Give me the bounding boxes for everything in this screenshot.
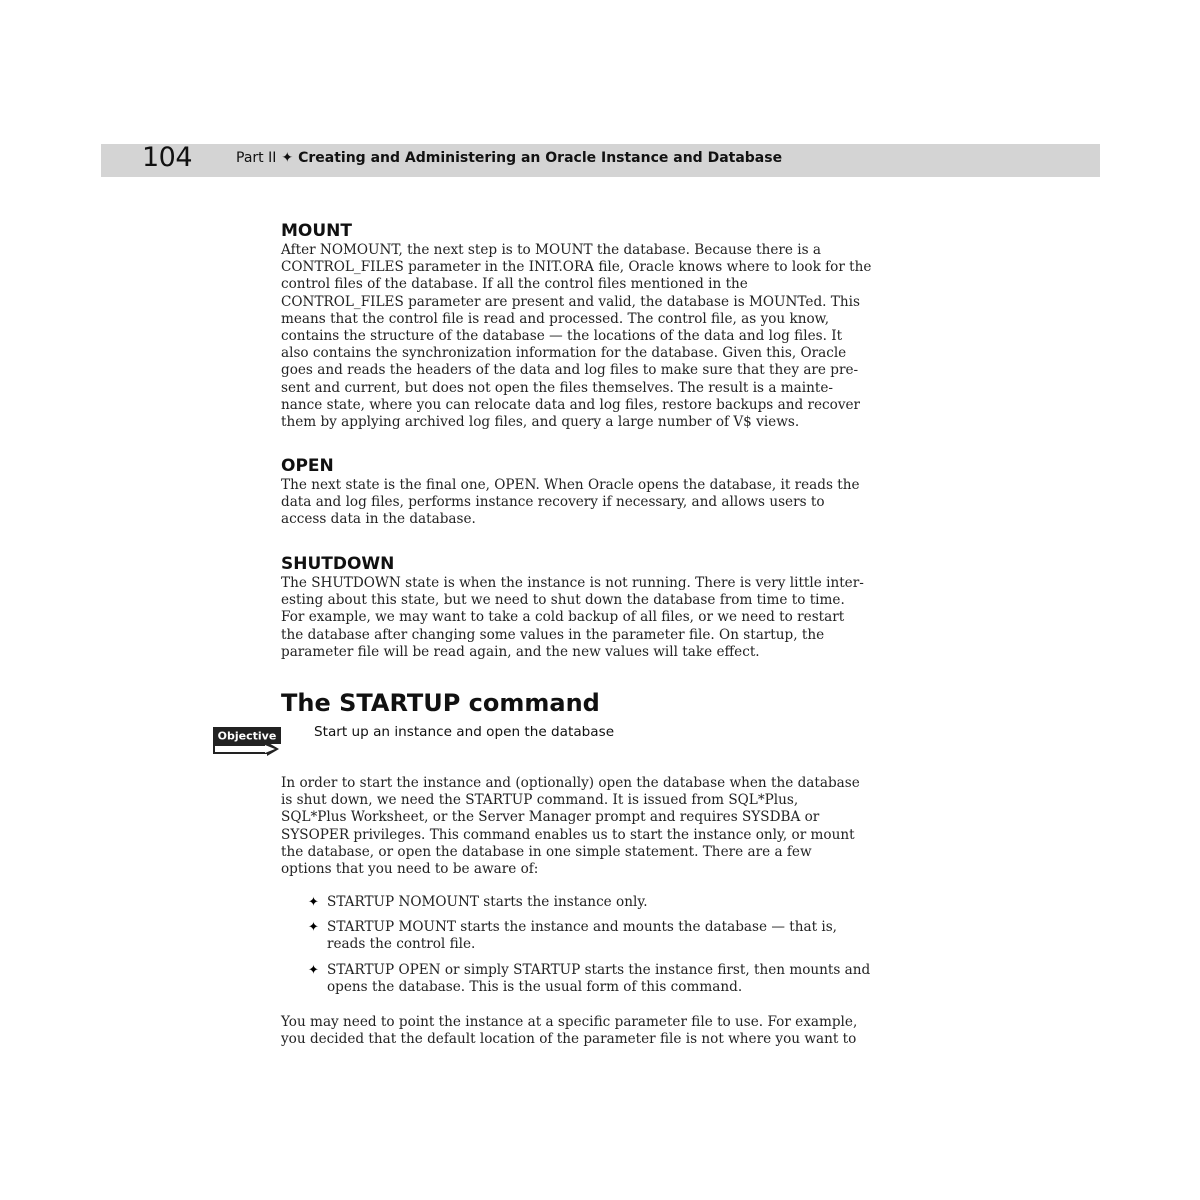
startup-options-list xyxy=(308,894,958,1004)
section-heading: OPEN xyxy=(281,456,334,476)
bullet-star-icon: ✦ xyxy=(308,895,319,910)
section-heading: SHUTDOWN xyxy=(281,554,395,574)
running-header xyxy=(236,150,782,166)
section-heading: MOUNT xyxy=(281,221,352,241)
closing-paragraph: You may need to point the instance at a specific parameter file to use. For example, you decided that the default location of the parameter file is not where you want to xyxy=(281,1014,858,1048)
bullet-star-icon: ✦ xyxy=(308,962,319,978)
section-body: After NOMOUNT, the next step is to MOUNT the database. Because there is a CONTROL_FILES parameter in the INIT.ORA file, Oracle knows where to look for the control files of the database. If all the control files mentioned in the CONTROL_FILES parameter are present and valid, the database is MOUNTed. This means that the control file is read and processed. The control file, as you know, contains the structure of the database — the locations of the data and log files. It also contains the synchronization information for the database. Given this, Oracle goes and reads the headers of the data and log files to make sure that they are pre- sent and current, but does not open the files themselves. The result is a mainte- nance state, where you can relocate data and log files, restore backups and recover them by applying archived log files, and query a large number of V$ views. xyxy=(281,242,872,431)
section-body: The next state is the final one, OPEN. When Oracle opens the database, it reads the data and log files, performs instance recovery if necessary, and allows users to access data in the database. xyxy=(281,477,860,528)
section-mount xyxy=(281,220,971,431)
section-open xyxy=(281,455,971,529)
startup-heading: The STARTUP command xyxy=(281,689,600,717)
list-item: ✦ STARTUP MOUNT starts the instance and mounts the database — that is, reads the control file. xyxy=(308,919,838,953)
objective-label: Objective xyxy=(217,729,277,743)
objective-text: Start up an instance and open the database xyxy=(314,724,615,740)
startup-intro xyxy=(281,775,971,878)
list-item: ✦ STARTUP NOMOUNT starts the instance only. xyxy=(308,894,648,910)
part-label: Part II xyxy=(236,150,277,166)
list-item: ✦ STARTUP OPEN or simply STARTUP starts the instance first, then mounts and opens the database. This is the usual form of this command. xyxy=(308,961,871,995)
bullet-star-icon: ✦ xyxy=(308,920,319,936)
section-shutdown xyxy=(281,553,971,661)
star-icon: ✦ xyxy=(281,150,294,166)
objective-icon xyxy=(213,727,281,757)
page-number: 104 xyxy=(142,142,193,173)
section-body: In order to start the instance and (optionally) open the database when the database is shut down, we need the STARTUP command. It is issued from SQL*Plus, SQL*Plus Worksheet, or the Server Manager prompt and requires SYSDBA or SYSOPER privileges. This command enables us to start the instance only, or mount the database, or open the database in one simple statement. There are a few options that you need to be aware of: xyxy=(281,775,860,878)
section-body: The SHUTDOWN state is when the instance is not running. There is very little inter- esting about this state, but we need to shut down the database from time to time. For example, we may want to take a cold backup of all files, or we need to restart the database after changing some values in the parameter file. On startup, the parameter file will be read again, and the new values will take effect. xyxy=(281,575,864,660)
chapter-title: Creating and Administering an Oracle Instance and Database xyxy=(298,150,783,166)
